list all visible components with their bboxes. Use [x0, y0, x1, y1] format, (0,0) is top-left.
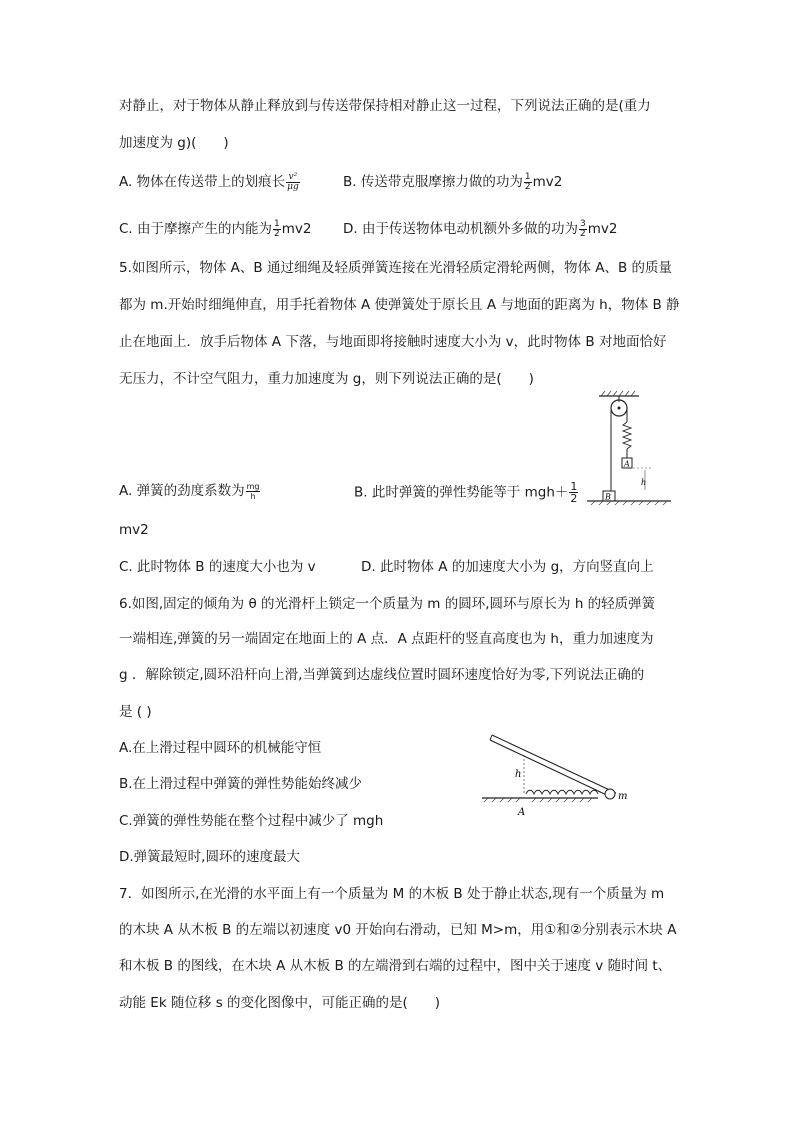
q5-option-b[interactable] [354, 481, 579, 504]
q4-option-a[interactable] [119, 172, 301, 192]
q6-option-d[interactable]: D.弹簧最短时,圆环的速度最大 [119, 849, 300, 865]
q6-stem-line2: 一端相连,弹簧的另一端固定在地面上的 A 点．A 点距杆的竖直高度也为 h，重力加速度为 [119, 631, 654, 647]
q4-option-d-text: D. 由于传送物体电动机额外多做的功为 [343, 221, 578, 237]
q5-option-a[interactable] [119, 481, 261, 501]
q4-option-c-tail: mv2 [281, 221, 312, 237]
q4-option-c[interactable] [119, 219, 311, 239]
q5-stem-line1: 5.如图所示，物体 A、B 通过细绳及轻质弹簧连接在光滑轻质定滑轮两侧，物体 A、B 的质量 [119, 260, 673, 276]
q5-stem-line2: 都为 m.开始时细绳伸直，用手托着物体 A 使弹簧处于原长且 A 与地面的距离为 h，物体 B 静 [119, 297, 680, 313]
q4-option-d[interactable] [343, 219, 617, 239]
q6-option-b[interactable]: B.在上滑过程中弹簧的弹性势能始终减少 [119, 776, 363, 792]
q4-option-b[interactable] [343, 172, 562, 192]
q5-stem-line3: 止在地面上．放手后物体 A 下落，与地面即将接触时速度大小为 v，此时物体 B 对地面恰好 [119, 334, 667, 350]
q7-stem-line2: 的木块 A 从木板 B 的左端以初速度 v0 开始向右滑动，已知 M>m，用①和②分别表示木块 A [119, 922, 677, 938]
q4-option-d-tail: mv2 [587, 221, 618, 237]
q4-option-c-text: C. 由于摩擦产生的内能为 [119, 221, 273, 237]
q5-option-b-text: B. 此时弹簧的弹性势能等于 mgh＋ [354, 484, 569, 501]
q5-block-a-label: A [624, 459, 630, 469]
q5-option-a-fraction: $\frac{mg}{h}$ [246, 481, 260, 501]
q7-stem-line1: 7．如图所示,在光滑的水平面上有一个质量为 M 的木板 B 处于静止状态,现有一个质量为 m [119, 886, 665, 902]
q7-stem-line3: 和木板 B 的图线，在木块 A 从木板 B 的左端滑到右端的过程中，图中关于速度 v 随时间 t、 [119, 958, 672, 974]
q6-stem-line1: 6.如图,固定的倾角为 θ 的光滑杆上锁定一个质量为 m 的圆环,圆环与原长为 h 的轻质弹簧 [119, 596, 656, 612]
q4-option-d-fraction: $\frac{3}{2}$ [579, 218, 586, 239]
q5-option-d[interactable]: D. 此时物体 A 的加速度大小为 g，方向竖直向上 [361, 559, 654, 575]
q4-stem-line2: 加速度为 g)( ) [119, 135, 229, 151]
q4-option-b-tail: mv2 [532, 174, 563, 190]
q5-option-c[interactable]: C. 此时物体 B 的速度大小也为 v [119, 559, 316, 575]
q6-incline-figure [478, 730, 633, 825]
q5-option-b-fraction: $\frac{1}{2}$ [570, 480, 578, 505]
q6-option-a[interactable]: A.在上滑过程中圆环的机械能守恒 [119, 740, 322, 756]
q4-option-c-fraction: $\frac{1}{2}$ [274, 218, 280, 239]
q6-mass-label: m [618, 791, 628, 802]
q5-stem-line4: 无压力，不计空气阻力，重力加速度为 g，则下列说法正确的是( ) [119, 371, 534, 387]
q4-option-b-fraction: $\frac{1}{2}$ [524, 171, 531, 192]
q5-option-a-text: A. 弹簧的劲度系数为 [119, 483, 245, 499]
q7-stem-line4: 动能 Ek 随位移 s 的变化图像中，可能正确的是( ) [119, 995, 441, 1011]
q5-block-b-label: B [605, 492, 611, 502]
q5-height-label: h [641, 478, 647, 487]
q4-option-a-text: A. 物体在传送带上的划痕长 [119, 174, 286, 190]
q6-option-c[interactable]: C.弹簧的弹性势能在整个过程中减少了 mgh [119, 813, 384, 829]
q6-height-label: h [515, 769, 522, 780]
q4-option-a-fraction: $\frac{\text{v²}}{\mu g}$ [287, 171, 299, 192]
q6-stem-line4: 是 ( ) [119, 704, 152, 720]
q4-stem-line1: 对静止，对于物体从静止释放到与传送带保持相对静止这一过程，下列说法正确的是(重力 [119, 98, 651, 114]
q4-option-b-text: B. 传送带克服摩擦力做的功为 [343, 174, 523, 190]
q6-point-a-label: A [518, 807, 526, 818]
q6-stem-line3: g ．解除锁定,圆环沿杆向上滑,当弹簧到达虚线位置时圆环速度恰好为零,下列说法正确的 [119, 667, 645, 683]
q5-option-b-wrap: mv2 [119, 522, 149, 538]
q5-pulley-figure [585, 390, 675, 505]
